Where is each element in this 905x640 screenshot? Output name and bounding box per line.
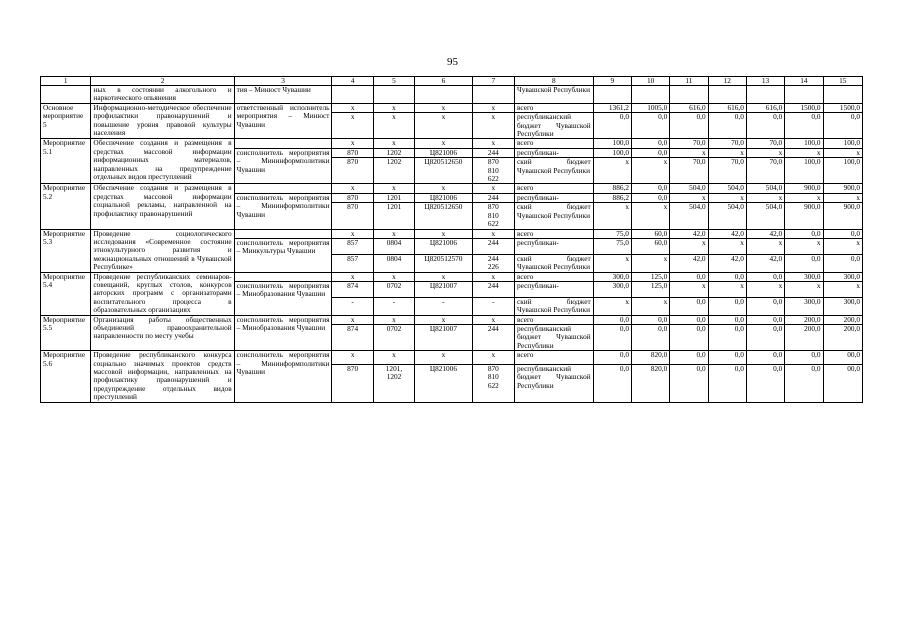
grbs-code: x bbox=[332, 229, 373, 238]
year-value: 0,0 bbox=[670, 297, 708, 315]
target-article-code: Ц821007 bbox=[415, 281, 472, 297]
year-value: 820,0 bbox=[631, 364, 669, 402]
expense-type-code: x bbox=[472, 229, 514, 238]
value-cell bbox=[823, 86, 862, 104]
section-code: x bbox=[373, 272, 414, 281]
expense-type-code: 244 226 bbox=[472, 254, 514, 272]
column-number-10: 10 bbox=[631, 77, 669, 86]
year-value: 200,0 bbox=[785, 324, 823, 350]
year-value: 504,0 bbox=[670, 184, 708, 193]
column-number-13: 13 bbox=[746, 77, 784, 86]
grbs-code: x bbox=[332, 139, 373, 148]
year-value: x bbox=[670, 148, 708, 157]
expense-type-code: x bbox=[472, 351, 514, 365]
activity-id: Мероприятие 5.4 bbox=[41, 272, 91, 315]
expense-type-code: 870 810 622 bbox=[472, 158, 514, 184]
value-cell bbox=[708, 86, 746, 104]
year-value: 42,0 bbox=[746, 254, 784, 272]
funding-source: всего bbox=[515, 315, 594, 324]
year-value: 0,0 bbox=[785, 351, 823, 365]
section-code: 0804 bbox=[373, 238, 414, 254]
year-value: 0,0 bbox=[746, 297, 784, 315]
expense-type-code: 244 bbox=[472, 193, 514, 202]
year-value: 300,0 bbox=[823, 272, 862, 281]
year-value: 616,0 bbox=[670, 103, 708, 112]
year-value: 900,0 bbox=[823, 184, 862, 193]
column-number-row bbox=[41, 77, 863, 86]
activity-name: Организация работы общественных объединений правоохранительной направленности по месту учебы bbox=[91, 315, 234, 351]
activity-name-cell: ных в состоянии алкогольного и наркотического опьянения bbox=[91, 86, 234, 104]
year-value: x bbox=[708, 238, 746, 254]
year-value: 200,0 bbox=[785, 315, 823, 324]
target-article-code: x bbox=[415, 139, 472, 148]
grbs-code: x bbox=[332, 272, 373, 281]
expense-type-code: x bbox=[472, 315, 514, 324]
program-budget-table bbox=[40, 76, 863, 403]
target-article-code: x bbox=[415, 272, 472, 281]
table-row bbox=[41, 351, 863, 365]
year-value: 0,0 bbox=[708, 272, 746, 281]
year-value: 42,0 bbox=[670, 254, 708, 272]
year-value: 00,0 bbox=[823, 351, 862, 365]
year-value: 0,0 bbox=[708, 113, 746, 139]
year-value: 300,0 bbox=[593, 281, 631, 297]
year-value: 616,0 bbox=[708, 103, 746, 112]
year-value: 0,0 bbox=[708, 324, 746, 350]
executor-cell bbox=[234, 229, 332, 238]
funding-source: ский бюджет Чувашской Республики bbox=[515, 254, 594, 272]
grbs-code: x bbox=[332, 184, 373, 193]
year-value: 820,0 bbox=[631, 351, 669, 365]
year-value: 900,0 bbox=[785, 203, 823, 229]
year-value: 300,0 bbox=[593, 272, 631, 281]
year-value: 0,0 bbox=[785, 254, 823, 272]
funding-source: всего bbox=[515, 103, 594, 112]
grbs-code: 857 bbox=[332, 238, 373, 254]
table-row bbox=[41, 229, 863, 238]
year-value: 125,0 bbox=[631, 281, 669, 297]
value-cell bbox=[785, 86, 823, 104]
year-value: 0,0 bbox=[593, 315, 631, 324]
column-number-2: 2 bbox=[91, 77, 234, 86]
year-value: 886,2 bbox=[593, 193, 631, 202]
funding-source: ский бюджет Чувашской Республики bbox=[515, 203, 594, 229]
year-value: x bbox=[785, 281, 823, 297]
activity-name: Обеспечение создания и размещения в средствах массовой информации социальной рекламы, направленной на профилактику правонарушений bbox=[91, 184, 234, 229]
column-number-6: 6 bbox=[415, 77, 472, 86]
section-code: 1201 bbox=[373, 203, 414, 229]
table-row bbox=[41, 315, 863, 324]
year-value: 100,0 bbox=[823, 139, 862, 148]
year-value: 0,0 bbox=[670, 364, 708, 402]
year-value: 0,0 bbox=[631, 315, 669, 324]
section-code: x bbox=[373, 113, 414, 139]
executor: соисполнитель мероприятия – Минобразования Чувашии bbox=[234, 281, 332, 315]
executor-cell bbox=[234, 139, 332, 148]
year-value: x bbox=[670, 281, 708, 297]
year-value: 0,0 bbox=[670, 324, 708, 350]
grbs-code: 870 bbox=[332, 364, 373, 402]
section-code: x bbox=[373, 139, 414, 148]
year-value: 0,0 bbox=[823, 113, 862, 139]
expense-type-code: 244 bbox=[472, 238, 514, 254]
year-value: 0,0 bbox=[746, 324, 784, 350]
target-article-code: - bbox=[415, 297, 472, 315]
executor-cell bbox=[234, 272, 332, 281]
year-value: 70,0 bbox=[670, 139, 708, 148]
grbs-code: - bbox=[332, 297, 373, 315]
grbs-code: 857 bbox=[332, 254, 373, 272]
funding-source: республикан- bbox=[515, 148, 594, 157]
year-value: 0,0 bbox=[708, 297, 746, 315]
funding-source: республиканский бюджет Чувашской Республики bbox=[515, 364, 594, 402]
year-value: 0,0 bbox=[708, 364, 746, 402]
year-value: 0,0 bbox=[708, 351, 746, 365]
year-value: 1500,0 bbox=[785, 103, 823, 112]
column-number-9: 9 bbox=[593, 77, 631, 86]
funding-source: всего bbox=[515, 229, 594, 238]
code-cell bbox=[373, 86, 414, 104]
year-value: x bbox=[823, 193, 862, 202]
executor: соисполнитель мероприятия – Минобразования Чувашии bbox=[234, 315, 332, 351]
year-value: 0,0 bbox=[670, 351, 708, 365]
year-value: x bbox=[785, 193, 823, 202]
grbs-code: 870 bbox=[332, 193, 373, 202]
year-value: 60,0 bbox=[631, 238, 669, 254]
section-code: 1201 bbox=[373, 193, 414, 202]
column-number-4: 4 bbox=[332, 77, 373, 86]
year-value: 0,0 bbox=[593, 113, 631, 139]
table-row bbox=[41, 184, 863, 193]
year-value: 0,0 bbox=[785, 113, 823, 139]
executor: соисполнитель мероприятия – Мининформполитики Чувашии bbox=[234, 351, 332, 402]
target-article-code: Ц820512570 bbox=[415, 254, 472, 272]
target-article-code: x bbox=[415, 113, 472, 139]
activity-id: Мероприятие 5.6 bbox=[41, 351, 91, 402]
year-value: 0,0 bbox=[631, 139, 669, 148]
year-value: 42,0 bbox=[708, 254, 746, 272]
code-cell bbox=[472, 86, 514, 104]
funding-source: всего bbox=[515, 272, 594, 281]
year-value: 0,0 bbox=[785, 229, 823, 238]
section-code: 0702 bbox=[373, 324, 414, 350]
year-value: 00,0 bbox=[823, 364, 862, 402]
year-value: 70,0 bbox=[708, 139, 746, 148]
target-article-code: Ц821006 bbox=[415, 148, 472, 157]
year-value: 100,0 bbox=[823, 158, 862, 184]
year-value: 42,0 bbox=[670, 229, 708, 238]
expense-type-code: x bbox=[472, 184, 514, 193]
executor-cell: тия – Минюст Чувашии bbox=[234, 86, 332, 104]
year-value: 0,0 bbox=[593, 324, 631, 350]
year-value: 0,0 bbox=[593, 364, 631, 402]
code-cell bbox=[415, 86, 472, 104]
year-value: 0,0 bbox=[708, 315, 746, 324]
year-value: 1500,0 bbox=[823, 103, 862, 112]
year-value: 42,0 bbox=[708, 229, 746, 238]
year-value: 0,0 bbox=[631, 184, 669, 193]
year-value: x bbox=[593, 254, 631, 272]
year-value: 0,0 bbox=[670, 113, 708, 139]
year-value: 616,0 bbox=[746, 103, 784, 112]
year-value: x bbox=[746, 238, 784, 254]
target-article-code: Ц821006 bbox=[415, 193, 472, 202]
year-value: 0,0 bbox=[631, 148, 669, 157]
year-value: 0,0 bbox=[631, 324, 669, 350]
section-code: 0702 bbox=[373, 281, 414, 297]
target-article-code: Ц821007 bbox=[415, 324, 472, 350]
expense-type-code: 244 bbox=[472, 281, 514, 297]
table-body bbox=[41, 86, 863, 403]
activity-id: Основное мероприятие 5 bbox=[41, 103, 91, 139]
executor: соисполнитель мероприятия – Мининформполитики Чувашии bbox=[234, 193, 332, 229]
year-value: 0,0 bbox=[631, 113, 669, 139]
year-value: x bbox=[785, 148, 823, 157]
year-value: 125,0 bbox=[631, 272, 669, 281]
year-value: 100,0 bbox=[593, 139, 631, 148]
year-value: 60,0 bbox=[631, 229, 669, 238]
grbs-code: 874 bbox=[332, 324, 373, 350]
year-value: 504,0 bbox=[708, 203, 746, 229]
activity-id: Мероприятие 5.1 bbox=[41, 139, 91, 184]
target-article-code: x bbox=[415, 229, 472, 238]
year-value: 0,0 bbox=[823, 229, 862, 238]
grbs-code: 870 bbox=[332, 148, 373, 157]
year-value: 0,0 bbox=[746, 272, 784, 281]
grbs-code: x bbox=[332, 351, 373, 365]
year-value: x bbox=[746, 148, 784, 157]
activity-id: Мероприятие 5.3 bbox=[41, 229, 91, 272]
year-value: x bbox=[708, 148, 746, 157]
executor: соисполнитель мероприятия – Минкультуры Чувашии bbox=[234, 238, 332, 272]
year-value: x bbox=[670, 238, 708, 254]
year-value: x bbox=[631, 158, 669, 184]
activity-name: Проведение социологического исследования «Современное состояние этнокультурного развития и межнациональных отношений в Чувашской Республике» bbox=[91, 229, 234, 272]
grbs-code: x bbox=[332, 103, 373, 112]
executor-cell bbox=[234, 184, 332, 193]
funding-source: республиканский бюджет Чувашской Республики bbox=[515, 324, 594, 350]
funding-source: ский бюджет Чувашской Республики bbox=[515, 158, 594, 184]
year-value: 0,0 bbox=[670, 272, 708, 281]
expense-type-code: 244 bbox=[472, 148, 514, 157]
year-value: 1005,0 bbox=[631, 103, 669, 112]
year-value: 900,0 bbox=[823, 203, 862, 229]
grbs-code: x bbox=[332, 113, 373, 139]
year-value: 0,0 bbox=[823, 254, 862, 272]
year-value: 300,0 bbox=[785, 297, 823, 315]
year-value: 0,0 bbox=[593, 351, 631, 365]
activity-name: Обеспечение создания и размещения в средствах массовой информации информационных материалов, направленных на предупреждение отдельных видов преступлений bbox=[91, 139, 234, 184]
funding-source: всего bbox=[515, 184, 594, 193]
activity-name: Проведение республиканского конкурса социально значимых проектов средств массовой информации, направленных на профилактику правонарушений и предупреждение отдельных видов преступлений bbox=[91, 351, 234, 402]
table-row bbox=[41, 139, 863, 148]
expense-type-code: x bbox=[472, 113, 514, 139]
column-number-7: 7 bbox=[472, 77, 514, 86]
section-code: x bbox=[373, 184, 414, 193]
executor: соисполнитель мероприятия – Мининформполитики Чувашии bbox=[234, 148, 332, 184]
funding-source: республикан- bbox=[515, 193, 594, 202]
year-value: x bbox=[823, 148, 862, 157]
year-value: 0,0 bbox=[670, 315, 708, 324]
year-value: 75,0 bbox=[593, 238, 631, 254]
year-value: x bbox=[593, 158, 631, 184]
year-value: x bbox=[708, 281, 746, 297]
section-code: 1202 bbox=[373, 158, 414, 184]
year-value: 100,0 bbox=[785, 139, 823, 148]
target-article-code: Ц820512650 bbox=[415, 203, 472, 229]
executor: ответственный исполнитель мероприятия – Минюст Чувашии bbox=[234, 103, 332, 139]
year-value: 75,0 bbox=[593, 229, 631, 238]
activity-name: Проведение республиканских семинаров-совещаний, круглых столов, конкурсов авторских программ с организаторами воспитательного процесса в образовательных организациях bbox=[91, 272, 234, 315]
target-article-code: x bbox=[415, 184, 472, 193]
year-value: 886,2 bbox=[593, 184, 631, 193]
year-value: 0,0 bbox=[746, 364, 784, 402]
year-value: 0,0 bbox=[631, 193, 669, 202]
funding-source: ский бюджет Чувашской Республики bbox=[515, 297, 594, 315]
column-number-14: 14 bbox=[785, 77, 823, 86]
page-number: 95 bbox=[447, 56, 458, 68]
year-value: 70,0 bbox=[746, 158, 784, 184]
year-value: 504,0 bbox=[746, 203, 784, 229]
year-value: 0,0 bbox=[746, 315, 784, 324]
year-value: x bbox=[593, 297, 631, 315]
expense-type-code: - bbox=[472, 297, 514, 315]
target-article-code: x bbox=[415, 315, 472, 324]
year-value: x bbox=[631, 203, 669, 229]
column-number-5: 5 bbox=[373, 77, 414, 86]
column-number-11: 11 bbox=[670, 77, 708, 86]
year-value: x bbox=[708, 193, 746, 202]
column-number-8: 8 bbox=[515, 77, 594, 86]
column-number-1: 1 bbox=[41, 77, 91, 86]
expense-type-code: 870 810 622 bbox=[472, 203, 514, 229]
grbs-code: 870 bbox=[332, 203, 373, 229]
target-article-code: Ц821006 bbox=[415, 364, 472, 402]
funding-source: республикан- bbox=[515, 281, 594, 297]
section-code: 0804 bbox=[373, 254, 414, 272]
target-article-code: x bbox=[415, 103, 472, 112]
year-value: 200,0 bbox=[823, 315, 862, 324]
year-value: 504,0 bbox=[670, 203, 708, 229]
year-value: x bbox=[823, 238, 862, 254]
grbs-code: 870 bbox=[332, 158, 373, 184]
section-code: 1202 bbox=[373, 148, 414, 157]
year-value: 100,0 bbox=[785, 158, 823, 184]
year-value: 200,0 bbox=[823, 324, 862, 350]
year-value: x bbox=[670, 193, 708, 202]
target-article-code: Ц821006 bbox=[415, 238, 472, 254]
funding-source: всего bbox=[515, 351, 594, 365]
year-value: 0,0 bbox=[746, 351, 784, 365]
expense-type-code: 870 810 622 bbox=[472, 364, 514, 402]
year-value: x bbox=[785, 238, 823, 254]
year-value: x bbox=[593, 203, 631, 229]
activity-id: Мероприятие 5.5 bbox=[41, 315, 91, 351]
year-value: 0,0 bbox=[785, 364, 823, 402]
column-number-12: 12 bbox=[708, 77, 746, 86]
year-value: 42,0 bbox=[746, 229, 784, 238]
section-code: - bbox=[373, 297, 414, 315]
year-value: 300,0 bbox=[785, 272, 823, 281]
section-code: x bbox=[373, 351, 414, 365]
expense-type-code: x bbox=[472, 103, 514, 112]
funding-source: республикан- bbox=[515, 238, 594, 254]
value-cell bbox=[631, 86, 669, 104]
row-id-cell bbox=[41, 86, 91, 104]
target-article-code: x bbox=[415, 351, 472, 365]
target-article-code: Ц820512650 bbox=[415, 158, 472, 184]
section-code: 1201, 1202 bbox=[373, 364, 414, 402]
section-code: x bbox=[373, 229, 414, 238]
year-value: x bbox=[631, 297, 669, 315]
year-value: 300,0 bbox=[823, 297, 862, 315]
year-value: x bbox=[631, 254, 669, 272]
continuation-row bbox=[41, 86, 863, 104]
year-value: 0,0 bbox=[746, 113, 784, 139]
year-value: 504,0 bbox=[708, 184, 746, 193]
year-value: 70,0 bbox=[708, 158, 746, 184]
column-number-15: 15 bbox=[823, 77, 862, 86]
year-value: 900,0 bbox=[785, 184, 823, 193]
section-code: x bbox=[373, 315, 414, 324]
funding-source-cell: Чувашской Республики bbox=[515, 86, 594, 104]
year-value: x bbox=[823, 281, 862, 297]
year-value: x bbox=[746, 193, 784, 202]
year-value: 504,0 bbox=[746, 184, 784, 193]
activity-id: Мероприятие 5.2 bbox=[41, 184, 91, 229]
expense-type-code: x bbox=[472, 272, 514, 281]
value-cell bbox=[746, 86, 784, 104]
table-row bbox=[41, 272, 863, 281]
expense-type-code: 244 bbox=[472, 324, 514, 350]
activity-name: Информационно-методическое обеспечение профилактики правонарушений и повышение уровня правовой культуры населения bbox=[91, 103, 234, 139]
funding-source: республиканский бюджет Чувашской Республики bbox=[515, 113, 594, 139]
column-number-3: 3 bbox=[234, 77, 332, 86]
section-code: x bbox=[373, 103, 414, 112]
value-cell bbox=[593, 86, 631, 104]
table-row bbox=[41, 103, 863, 112]
year-value: 1361,2 bbox=[593, 103, 631, 112]
grbs-code: 874 bbox=[332, 281, 373, 297]
year-value: x bbox=[746, 281, 784, 297]
funding-source: всего bbox=[515, 139, 594, 148]
expense-type-code: x bbox=[472, 139, 514, 148]
value-cell bbox=[670, 86, 708, 104]
year-value: 70,0 bbox=[746, 139, 784, 148]
grbs-code: x bbox=[332, 315, 373, 324]
year-value: 100,0 bbox=[593, 148, 631, 157]
code-cell bbox=[332, 86, 373, 104]
year-value: 70,0 bbox=[670, 158, 708, 184]
